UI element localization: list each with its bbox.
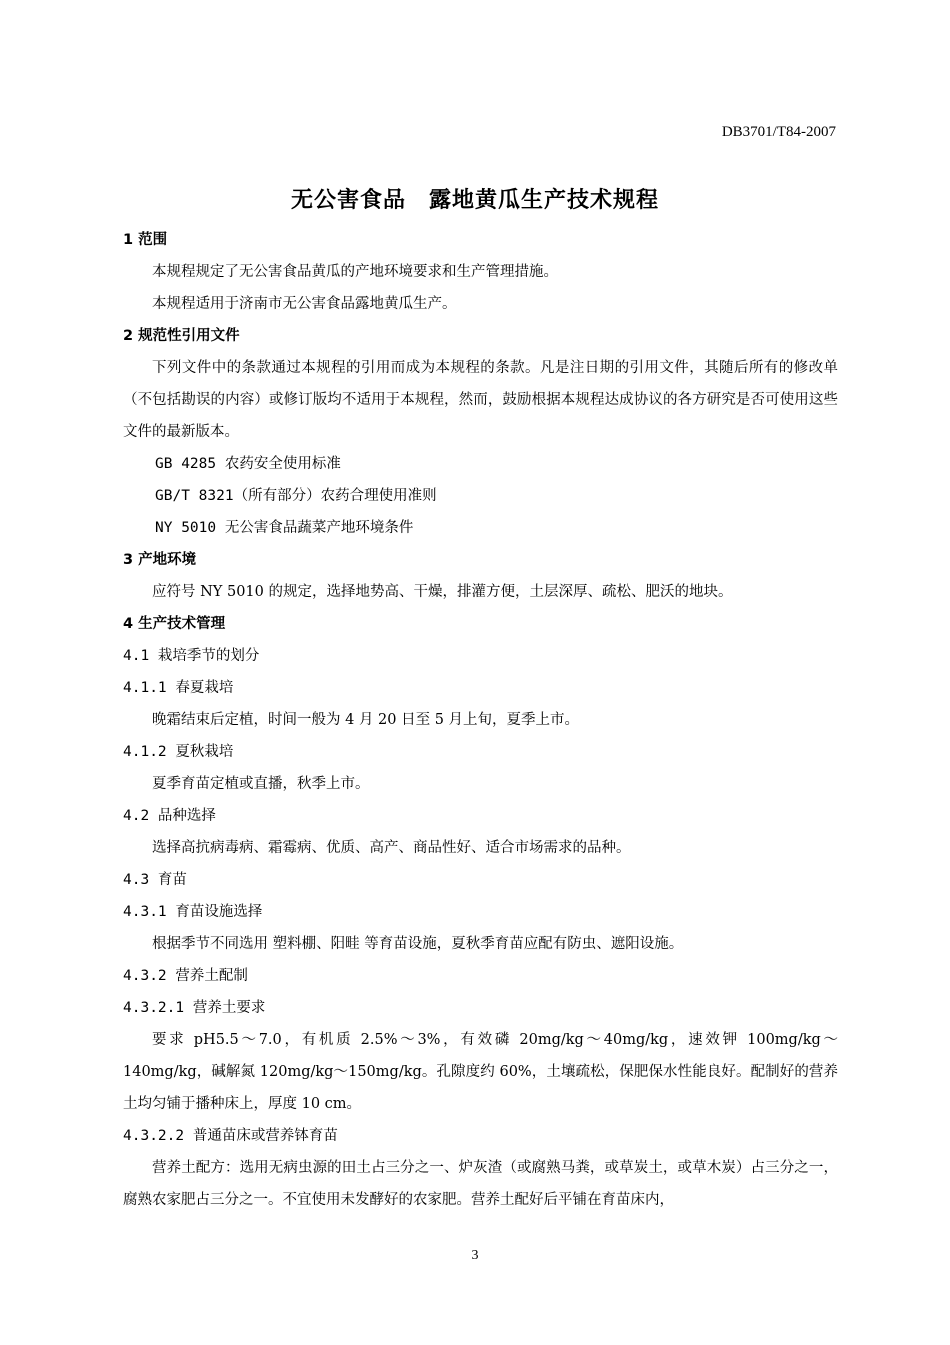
paragraph: 要求 pH5.5～7.0，有机质 2.5%～3%，有效磷 20mg/kg～40mg/kg，速效钾 100mg/kg～140mg/kg，碱解氮 120mg/kg～150mg/kg。孔隙度约 60%，土壤疏松，保肥保水性能良好。配制好的营养土均匀铺于播种床上，厚度 10 cm。	[123, 1032, 838, 1112]
paragraph: 根据季节不同选用 塑料棚、阳畦 等育苗设施，夏秋季育苗应配有防虫、遮阳设施。	[152, 936, 684, 952]
subsection-heading: 4.1 栽培季节的划分	[123, 648, 260, 664]
reference-item: GB/T 8321（所有部分）农药合理使用准则	[155, 488, 437, 504]
subsection-heading: 4.2 品种选择	[123, 808, 216, 824]
paragraph: 本规程规定了无公害食品黄瓜的产地环境要求和生产管理措施。	[152, 264, 558, 280]
paragraph: 选择高抗病毒病、霜霉病、优质、高产、商品性好、适合市场需求的品种。	[152, 840, 631, 856]
section-heading-3: 3 产地环境	[123, 552, 197, 568]
subsection-heading: 4.3.2.2 普通苗床或营养钵育苗	[123, 1128, 338, 1144]
document-code: DB3701/T84-2007	[721, 124, 836, 140]
section-heading-2: 2 规范性引用文件	[123, 328, 240, 344]
subsection-heading: 4.1.2 夏秋栽培	[123, 744, 234, 760]
section-heading-4: 4 生产技术管理	[123, 616, 226, 632]
section-heading-1: 1 范围	[123, 232, 168, 248]
document-body	[123, 224, 838, 1216]
subsection-heading: 4.3 育苗	[123, 872, 187, 888]
reference-item: GB 4285 农药安全使用标准	[155, 456, 341, 472]
document-title: 无公害食品 露地黄瓜生产技术规程	[290, 188, 659, 213]
subsection-heading: 4.3.2.1 营养土要求	[123, 1000, 266, 1016]
paragraph: 营养土配方：选用无病虫源的田土占三分之一、炉灰渣（或腐熟马粪，或草炭土，或草木炭）占三分之一，腐熟农家肥占三分之一。不宜使用未发酵好的农家肥。营养土配好后平铺在育苗床内，	[123, 1160, 838, 1208]
reference-item: NY 5010 无公害食品蔬菜产地环境条件	[155, 520, 414, 536]
subsection-heading: 4.1.1 春夏栽培	[123, 680, 234, 696]
page-number: 3	[471, 1248, 479, 1263]
paragraph: 本规程适用于济南市无公害食品露地黄瓜生产。	[152, 296, 457, 312]
subsection-heading: 4.3.2 营养土配制	[123, 968, 248, 984]
paragraph: 应符号 NY 5010 的规定，选择地势高、干燥，排灌方便，土层深厚、疏松、肥沃的地块。	[152, 584, 733, 600]
paragraph: 夏季育苗定植或直播，秋季上市。	[152, 776, 370, 792]
subsection-heading: 4.3.1 育苗设施选择	[123, 904, 263, 920]
paragraph: 晚霜结束后定植，时间一般为 4 月 20 日至 5 月上旬，夏季上市。	[152, 712, 580, 728]
paragraph: 下列文件中的条款通过本规程的引用而成为本规程的条款。凡是注日期的引用文件，其随后所有的修改单（不包括勘误的内容）或修订版均不适用于本规程，然而，鼓励根据本规程达成协议的各方研究是否可使用这些文件的最新版本。	[123, 360, 838, 440]
